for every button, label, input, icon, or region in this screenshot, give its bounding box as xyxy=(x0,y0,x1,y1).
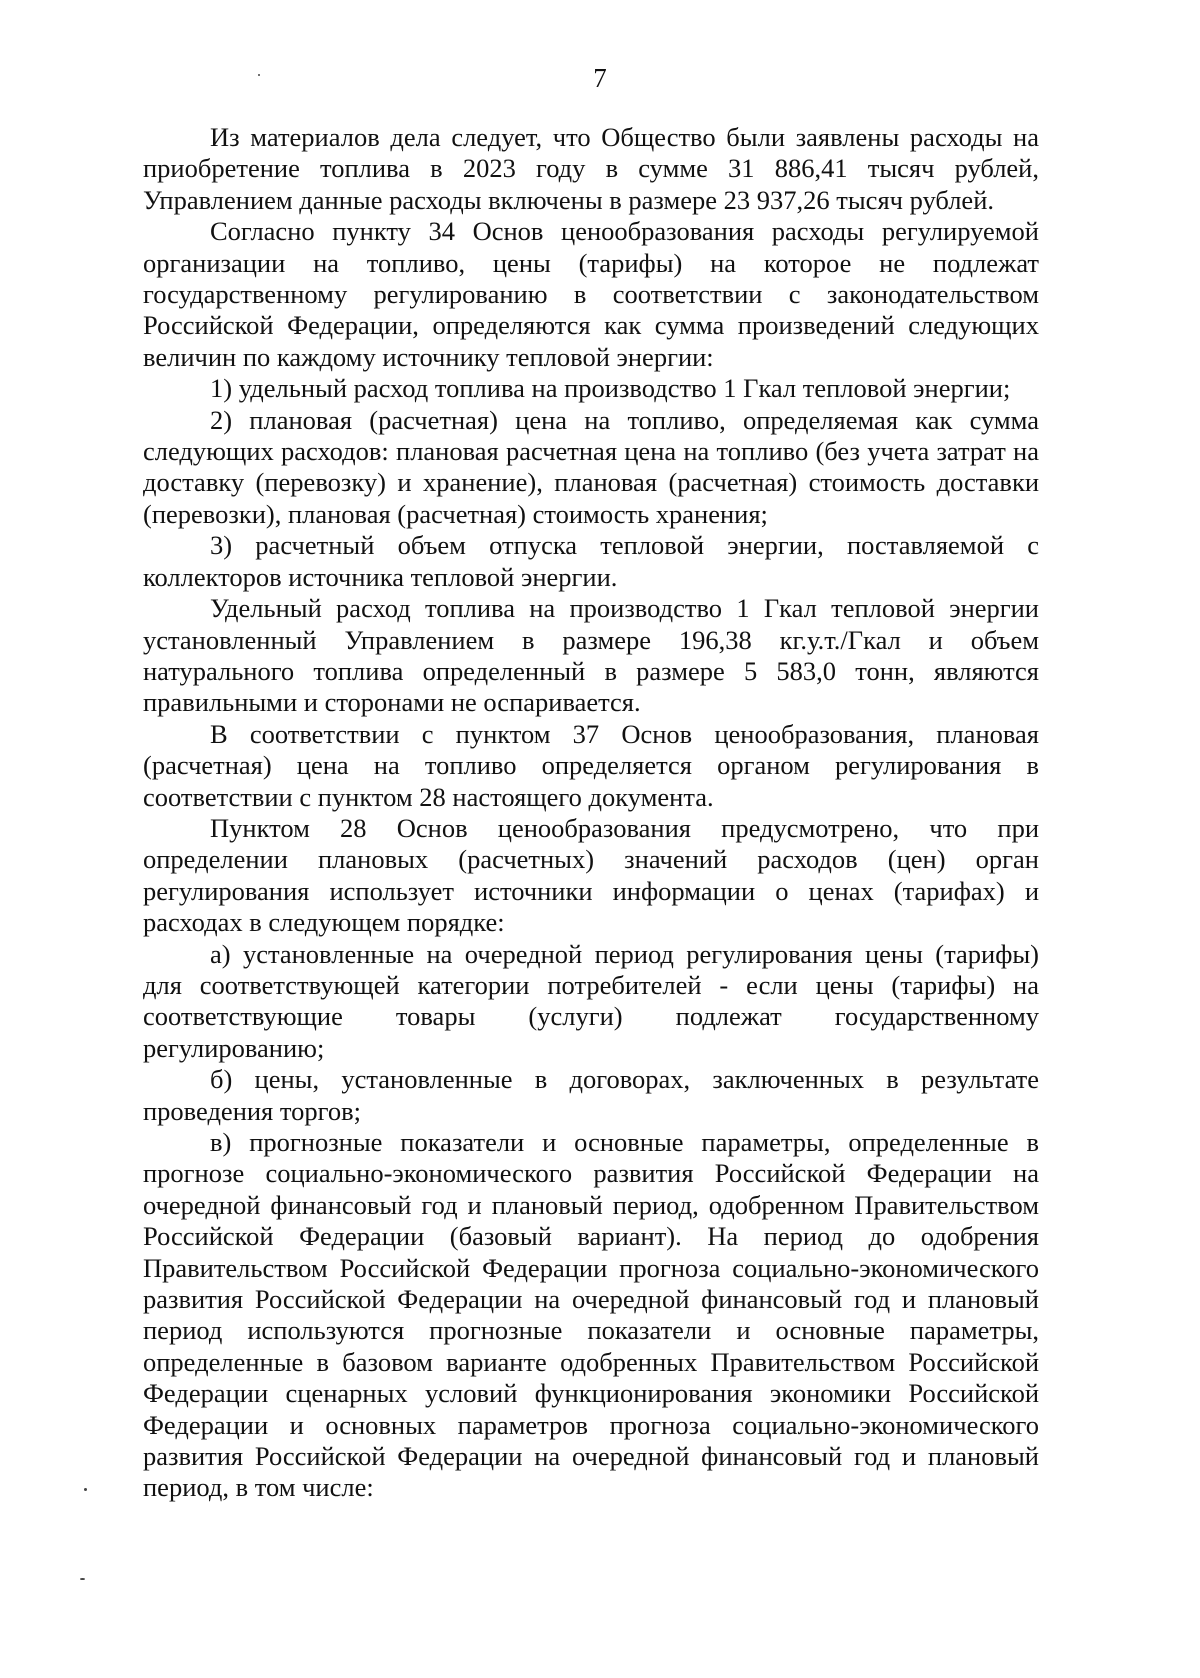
list-item: 2) плановая (расчетная) цена на топливо, определяемая как сумма следующих расходов: плановая расчетная цена на топливо (без учета затрат на доставку (перевозку) и хранение), плановая (расчетная) стоимость доставки (перевозки), плановая (расчетная) стоимость хранения; xyxy=(143,404,1039,529)
page-number: 7 xyxy=(593,63,607,93)
list-item: в) прогнозные показатели и основные параметры, определенные в прогнозе социально-экономического развития Российской Федерации на очередной финансовый год и плановый период, одобренном Правительством Российской Федерации (базовый вариант). На период до одобрения Правительством Российской Федерации прогноза социально-экономического развития Российской Федерации на очередной финансовый год и плановый период используются прогнозные показатели и основные параметры, определенные в базовом варианте одобренных Правительством Российской Федерации сценарных условий функционирования экономики Российской Федерации и основных параметров прогноза социально-экономического развития Российской Федерации на очередной финансовый год и плановый период, в том числе: xyxy=(143,1127,1039,1503)
scan-speck xyxy=(258,74,260,76)
list-item: 1) удельный расход топлива на производство 1 Гкал тепловой энергии; xyxy=(210,373,1011,404)
paragraph: Удельный расход топлива на производство 1 Гкал тепловой энергии установленный Управлением в размере 196,38 кг.у.т./Гкал и объем натурального топлива определенный в размере 5 583,0 тонн, являются правильными и сторонами не оспаривается. xyxy=(143,593,1039,718)
paragraph: Из материалов дела следует, что Общество были заявлены расходы на приобретение топлива в 2023 году в сумме 31 886,41 тысяч рублей, Управлением данные расходы включены в размере 23 937,26 тысяч рублей. xyxy=(143,122,1039,215)
list-item: а) установленные на очередной период регулирования цены (тарифы) для соответствующей категории потребителей - если цены (тарифы) на соответствующие товары (услуги) подлежат государственному регулированию; xyxy=(143,938,1039,1063)
paragraph: В соответствии с пунктом 37 Основ ценообразования, плановая (расчетная) цена на топливо определяется органом регулирования в соответствии с пунктом 28 настоящего документа. xyxy=(143,718,1039,812)
list-item: 3) расчетный объем отпуска тепловой энергии, поставляемой с коллекторов источника тепловой энергии. xyxy=(143,530,1039,592)
paragraph: Согласно пункту 34 Основ ценообразования расходы регулируемой организации на топливо, цены (тарифы) на которое не подлежат государственному регулированию в соответствии с законодательством Российской Федерации, определяются как сумма произведений следующих величин по каждому источнику тепловой энергии: xyxy=(143,216,1039,372)
paragraph: Пунктом 28 Основ ценообразования предусмотрено, что при определении плановых (расчетных) значений расходов (цен) орган регулирования использует источники информации о ценах (тарифах) и расходах в следующем порядке: xyxy=(143,812,1039,938)
list-item: б) цены, установленные в договорах, заключенных в результате проведения торгов; xyxy=(143,1064,1039,1126)
scan-speck xyxy=(80,1578,85,1580)
document-body xyxy=(143,122,1039,1504)
scan-speck xyxy=(84,1488,87,1491)
